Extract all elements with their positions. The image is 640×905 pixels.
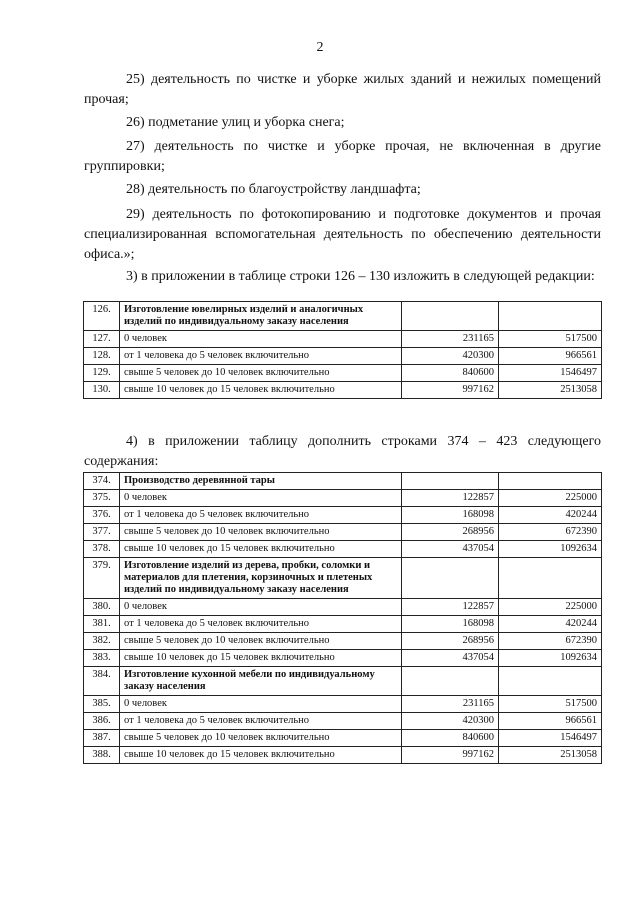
row-number-cell: 126. xyxy=(84,302,120,331)
row-value-2-cell xyxy=(499,558,602,599)
row-value-1-cell: 840600 xyxy=(402,730,499,747)
table-row xyxy=(84,507,602,524)
paragraph-item-29: 29) деятельность по фотокопированию и подготовке документов и прочая специализированная вспомогательная деятельность по обеспечению деятельности офиса.»; xyxy=(84,207,601,262)
row-value-1-cell: 122857 xyxy=(402,599,499,616)
row-value-2-cell: 420244 xyxy=(499,507,602,524)
row-number-cell: 384. xyxy=(84,667,120,696)
paragraph-item-28: 28) деятельность по благоустройству ландшафта; xyxy=(126,182,421,197)
row-value-2-cell: 517500 xyxy=(499,696,602,713)
row-value-1-cell xyxy=(402,558,499,599)
table-row xyxy=(84,616,602,633)
table-row xyxy=(84,730,602,747)
table-row xyxy=(84,599,602,616)
row-value-1-cell: 268956 xyxy=(402,524,499,541)
table-row xyxy=(84,558,602,599)
row-number-cell: 129. xyxy=(84,365,120,382)
row-number-cell: 381. xyxy=(84,616,120,633)
row-description-cell: свыше 10 человек до 15 человек включительно xyxy=(120,382,402,399)
table-row xyxy=(84,633,602,650)
row-value-1-cell: 122857 xyxy=(402,490,499,507)
row-value-1-cell: 997162 xyxy=(402,747,499,764)
row-value-2-cell: 225000 xyxy=(499,490,602,507)
paragraph-amendment-4: 4) в приложении таблицу дополнить строками 374 – 423 следующего содержания: xyxy=(84,434,601,469)
page-number: 2 xyxy=(316,40,324,55)
row-number-cell: 377. xyxy=(84,524,120,541)
row-number-cell: 128. xyxy=(84,348,120,365)
row-value-1-cell xyxy=(402,473,499,490)
table-row xyxy=(84,302,602,331)
row-description-cell: от 1 человека до 5 человек включительно xyxy=(120,507,402,524)
table-row xyxy=(84,382,602,399)
table-row xyxy=(84,713,602,730)
row-number-cell: 375. xyxy=(84,490,120,507)
row-value-1-cell: 437054 xyxy=(402,650,499,667)
row-value-1-cell: 420300 xyxy=(402,348,499,365)
row-description-cell: свыше 10 человек до 15 человек включительно xyxy=(120,650,402,667)
paragraph-amendment-3: 3) в приложении в таблице строки 126 – 130 изложить в следующей редакции: xyxy=(126,269,595,284)
row-value-1-cell xyxy=(402,667,499,696)
row-number-cell: 385. xyxy=(84,696,120,713)
row-value-2-cell: 1546497 xyxy=(499,365,602,382)
table-row xyxy=(84,365,602,382)
row-value-2-cell: 672390 xyxy=(499,524,602,541)
row-value-2-cell: 225000 xyxy=(499,599,602,616)
row-number-cell: 376. xyxy=(84,507,120,524)
row-value-2-cell: 1546497 xyxy=(499,730,602,747)
row-value-1-cell: 840600 xyxy=(402,365,499,382)
row-number-cell: 130. xyxy=(84,382,120,399)
paragraph-item-26: 26) подметание улиц и уборка снега; xyxy=(126,115,345,130)
row-value-1-cell: 420300 xyxy=(402,713,499,730)
table-row xyxy=(84,696,602,713)
table-row xyxy=(84,331,602,348)
row-description-cell: свыше 10 человек до 15 человек включительно xyxy=(120,541,402,558)
row-number-cell: 387. xyxy=(84,730,120,747)
row-number-cell: 378. xyxy=(84,541,120,558)
table-row xyxy=(84,348,602,365)
row-value-2-cell: 2513058 xyxy=(499,747,602,764)
row-value-1-cell: 231165 xyxy=(402,331,499,348)
row-description-cell: Изготовление ювелирных изделий и аналогичных изделий по индивидуальному заказу населения xyxy=(120,302,402,331)
row-value-1-cell: 437054 xyxy=(402,541,499,558)
row-value-2-cell: 2513058 xyxy=(499,382,602,399)
row-value-1-cell: 168098 xyxy=(402,616,499,633)
row-number-cell: 386. xyxy=(84,713,120,730)
row-value-2-cell: 966561 xyxy=(499,348,602,365)
row-description-cell: 0 человек xyxy=(120,490,402,507)
row-description-cell: 0 человек xyxy=(120,331,402,348)
row-description-cell: Изготовление изделий из дерева, пробки, соломки и материалов для плетения, корзиночных и плетеных изделий по индивидуальному заказу населения xyxy=(120,558,402,599)
paragraph-item-25: 25) деятельность по чистке и уборке жилых зданий и нежилых помещений прочая; xyxy=(84,72,601,107)
row-value-1-cell: 168098 xyxy=(402,507,499,524)
table-row xyxy=(84,667,602,696)
row-value-2-cell xyxy=(499,473,602,490)
table-row xyxy=(84,747,602,764)
row-description-cell: от 1 человека до 5 человек включительно xyxy=(120,348,402,365)
row-value-2-cell: 1092634 xyxy=(499,541,602,558)
row-description-cell: свыше 5 человек до 10 человек включительно xyxy=(120,633,402,650)
row-number-cell: 383. xyxy=(84,650,120,667)
row-description-cell: свыше 10 человек до 15 человек включительно xyxy=(120,747,402,764)
row-description-cell: свыше 5 человек до 10 человек включительно xyxy=(120,365,402,382)
table-row xyxy=(84,524,602,541)
paragraph-item-27: 27) деятельность по чистке и уборке прочая, не включенная в другие группировки; xyxy=(84,139,601,174)
row-number-cell: 382. xyxy=(84,633,120,650)
row-value-2-cell xyxy=(499,302,602,331)
row-number-cell: 380. xyxy=(84,599,120,616)
row-value-1-cell xyxy=(402,302,499,331)
row-value-2-cell xyxy=(499,667,602,696)
row-description-cell: Изготовление кухонной мебели по индивидуальному заказу населения xyxy=(120,667,402,696)
row-value-1-cell: 997162 xyxy=(402,382,499,399)
row-description-cell: свыше 5 человек до 10 человек включительно xyxy=(120,524,402,541)
table-row xyxy=(84,541,602,558)
table-rows-126-130 xyxy=(83,301,602,399)
row-number-cell: 388. xyxy=(84,747,120,764)
table-rows-374-388 xyxy=(83,472,602,764)
row-number-cell: 127. xyxy=(84,331,120,348)
row-description-cell: 0 человек xyxy=(120,599,402,616)
row-value-2-cell: 517500 xyxy=(499,331,602,348)
row-number-cell: 379. xyxy=(84,558,120,599)
table-row xyxy=(84,650,602,667)
row-description-cell: от 1 человека до 5 человек включительно xyxy=(120,713,402,730)
row-description-cell: от 1 человека до 5 человек включительно xyxy=(120,616,402,633)
row-description-cell: свыше 5 человек до 10 человек включительно xyxy=(120,730,402,747)
row-value-1-cell: 268956 xyxy=(402,633,499,650)
table-row xyxy=(84,490,602,507)
row-value-1-cell: 231165 xyxy=(402,696,499,713)
row-number-cell: 374. xyxy=(84,473,120,490)
row-value-2-cell: 1092634 xyxy=(499,650,602,667)
row-value-2-cell: 420244 xyxy=(499,616,602,633)
row-value-2-cell: 966561 xyxy=(499,713,602,730)
table-row xyxy=(84,473,602,490)
row-value-2-cell: 672390 xyxy=(499,633,602,650)
row-description-cell: 0 человек xyxy=(120,696,402,713)
row-description-cell: Производство деревянной тары xyxy=(120,473,402,490)
